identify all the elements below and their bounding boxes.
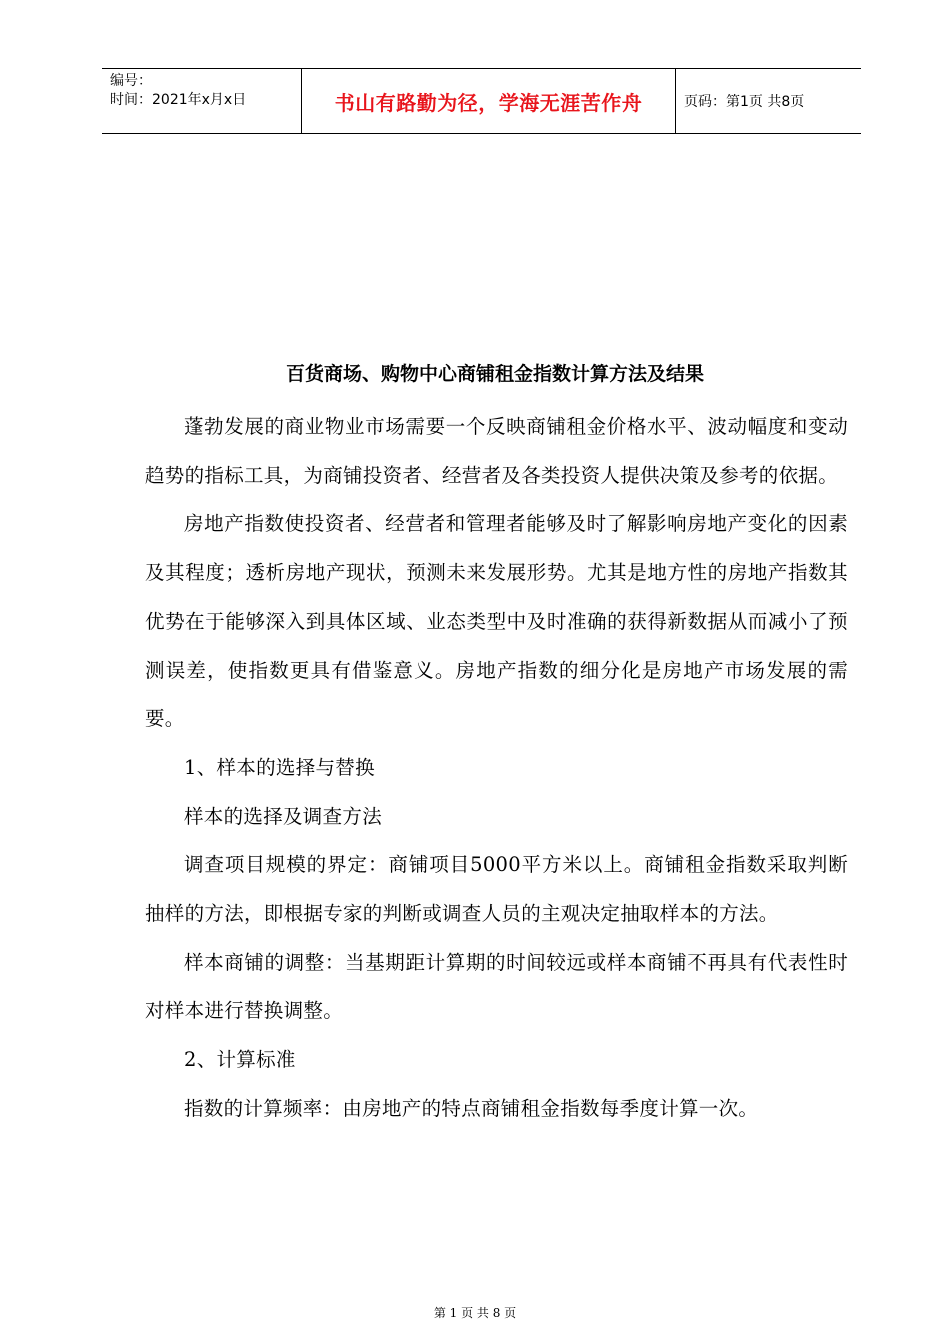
document-body	[145, 403, 848, 1134]
header-motto: 书山有路勤为径，学海无涯苦作舟	[334, 90, 643, 115]
paragraph-index-benefits: 房地产指数使投资者、经营者和管理者能够及时了解影响房地产变化的因素及其程度；透析房地产现状，预测未来发展形势。尤其是地方性的房地产指数其优势在于能够深入到具体区域、业态类型中及时准确的获得新数据从而减小了预测误差，使指数更具有借鉴意义。房地产指数的细分化是房地产市场发展的需要。	[145, 512, 848, 731]
header-time-label: 时间：2021年x月x日	[110, 92, 247, 108]
header-motto-cell	[301, 69, 676, 133]
paragraph-calc-frequency: 指数的计算频率：由房地产的特点商铺租金指数每季度计算一次。	[184, 1096, 759, 1120]
header-page-info: 页码：第1页 共8页	[684, 94, 805, 110]
paragraph-intro: 蓬勃发展的商业物业市场需要一个反映商铺租金价格水平、波动幅度和变动趋势的指标工具，为商铺投资者、经营者及各类投资人提供决策及参考的依据。	[145, 415, 848, 487]
header-meta-cell	[102, 69, 301, 133]
document-title: 百货商场、购物中心商铺租金指数计算方法及结果	[285, 363, 704, 385]
paragraph-project-scale: 调查项目规模的界定：商铺项目5000平方米以上。商铺租金指数采取判断抽样的方法，即根据专家的判断或调查人员的主观决定抽取样本的方法。	[145, 853, 848, 926]
page-footer: 第 1 页 共 8 页	[433, 1306, 517, 1320]
header-number-label: 编号：	[110, 73, 152, 89]
section-heading-calc-standard: 2、计算标准	[184, 1048, 296, 1072]
section-heading-sample: 1、样本的选择与替换	[184, 755, 375, 779]
subheading-sample-method: 样本的选择及调查方法	[184, 804, 383, 828]
document-header	[102, 68, 861, 134]
header-page-cell	[676, 69, 861, 133]
paragraph-sample-adjustment: 样本商铺的调整：当基期距计算期的时间较远或样本商铺不再具有代表性时对样本进行替换调整。	[145, 950, 848, 1023]
